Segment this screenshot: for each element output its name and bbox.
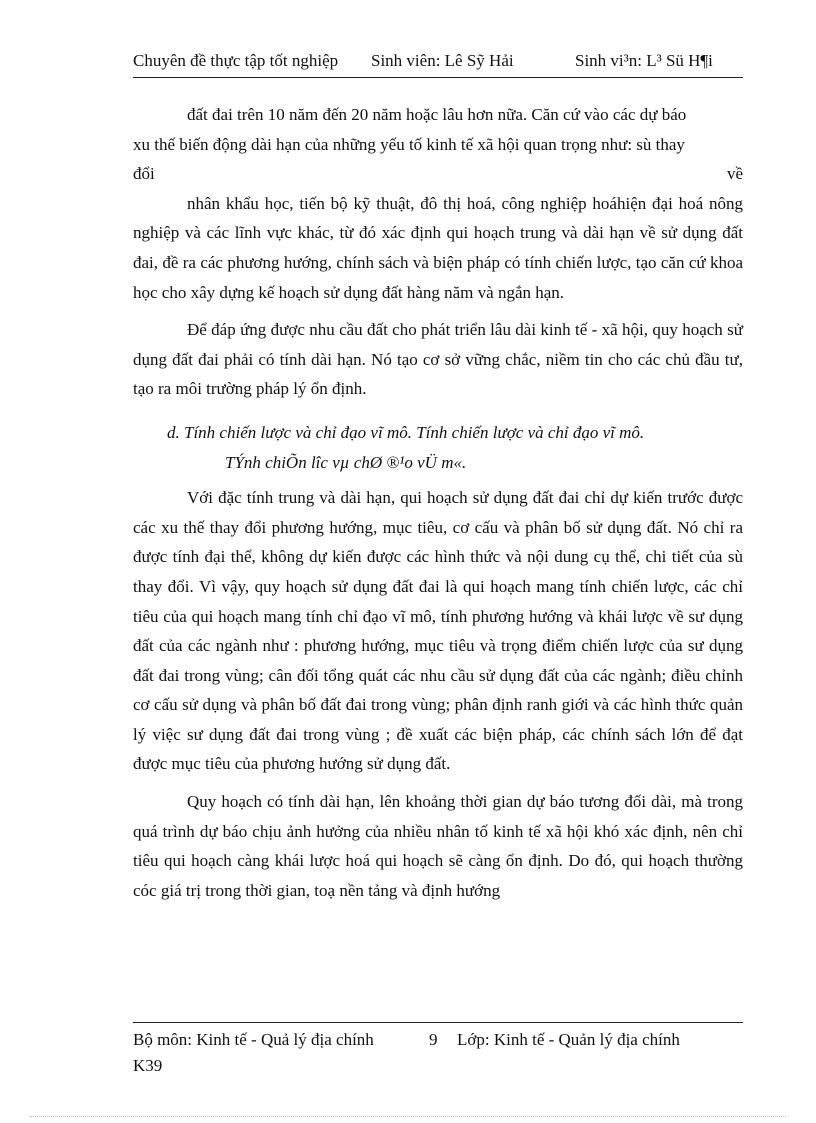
footer-class-code: K39 xyxy=(133,1056,163,1075)
header-student-name-garbled: Sinh vi³n: L³ Sü H¶i xyxy=(575,51,713,70)
section-heading-garbled: TÝnh chiÕn lîc vµ chØ ®¹o vÜ m«. xyxy=(225,452,467,472)
paragraph-4: Với đặc tính trung và dài hạn, qui hoạch sử dụng đất đai chỉ dự kiến trước được các xu thế thay đổi phương hướng, mục tiêu, cơ cấu và phân bố sử dụng đất. Nó chỉ ra được tính đại thể, không dự kiến được các hình thức và nội dung cụ thể, chi tiết của sù thay đổi. Vì vậy, quy hoạch sử dụng đất đai là qui hoạch mang tính chiến lược, các chỉ tiêu của qui hoạch mang tính chỉ đạo vĩ mô, tính phương hướng và khái lược về sư dụng đất của các ngành như : phương hướng, mục tiêu và trọng điểm chiến lược của sư dụng đất đai trong vùng; cân đối tổng quát các nhu cầu sử dụng đất của các ngành; điều chỉnh cơ cấu sử dụng và phân bố đất đai trong vùng; phân định ranh giới và các hình thức quản lý việc sư dụng đất đai trong vùng ; đề xuất các biện pháp, các chính sách lớn để đạt được mục tiêu của phương hướng sử dụng đất. xyxy=(133,488,743,774)
paragraph-1-line-1: đất đai trên 10 năm đến 20 năm hoặc lâu hơn nữa. Căn cứ vào các dự báo xyxy=(187,105,687,124)
header-rule xyxy=(133,77,743,78)
paragraph-5: Quy hoạch có tính dài hạn, lên khoảng thời gian dự báo tương đối dài, mà trong quá trình dự báo chịu ảnh hưởng của nhiều nhân tố kinh tế xã hội khó xác định, nên chỉ tiêu qui hoạch càng khái lược hoá qui hoạch sẽ càng ổn định. Do đó, qui hoạch thường cóc giá trị trong thời gian, toạ nền tảng và định hướng xyxy=(133,792,743,900)
paragraph-3: Để đáp ứng được nhu cầu đất cho phát triển lâu dài kinh tế - xã hội, quy hoạch sử dụng đất đai phải có tính dài hạn. Nó tạo cơ sở vững chắc, niềm tin cho các chủ đầu tư, tạo ra môi trường pháp lý ổn định. xyxy=(133,320,743,399)
paragraph-1-line-2: xu thế biến động dài hạn của những yếu tố kinh tế xã hội quan trọng như: sù thay xyxy=(133,134,685,154)
footer-rule xyxy=(133,1022,743,1023)
paragraph-1-line-3-right: về xyxy=(726,164,743,184)
paragraph-1-line-3-left: đổi xyxy=(133,164,155,184)
page-number: 9 xyxy=(429,1030,438,1049)
footer-class: Lớp: Kinh tế - Quản lý địa chính xyxy=(457,1030,680,1049)
footer-department: Bộ môn: Kinh tế - Quả lý địa chính xyxy=(133,1030,374,1049)
header-thesis-title: Chuyên đề thực tập tốt nghiệp xyxy=(133,51,339,70)
page-bottom-border xyxy=(30,1116,786,1117)
section-heading-d: d. Tính chiến lược và chỉ đạo vĩ mô. Tính chiến lược và chỉ đạo vĩ mô. xyxy=(167,422,645,442)
header-student-name: Sinh viên: Lê Sỹ Hải xyxy=(371,51,514,70)
page-body xyxy=(133,100,743,905)
paragraph-1-line-3 xyxy=(133,159,743,189)
paragraph-2: nhân khẩu học, tiến bộ kỹ thuật, đô thị hoá, công nghiệp hoáhiện đại hoá nông nghiệp và các lĩnh vực khác, từ đó xác định qui hoạch trung và dài hạn về sử dụng đất đai, đề ra các phương hướng, chính sách và biện pháp có tính chiến lược, tạo căn cứ khoa học cho xây dựng kế hoạch sử dụng đất hàng năm và ngắn hạn. xyxy=(133,193,743,302)
page-footer xyxy=(133,1027,743,1079)
